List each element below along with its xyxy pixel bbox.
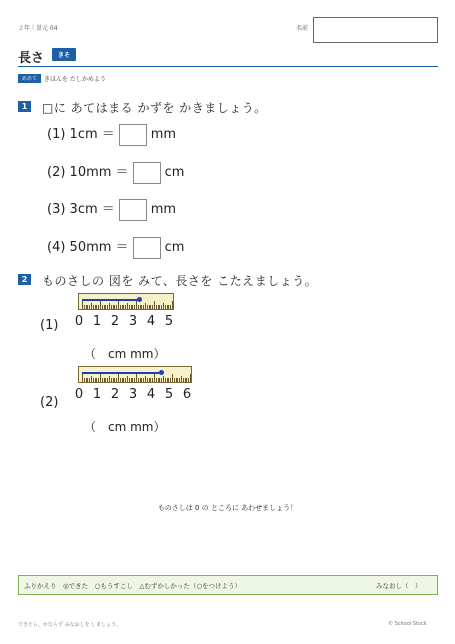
ruler-2-num: 2 — [110, 387, 120, 402]
q1-item-4 — [47, 236, 184, 259]
footer-copyright: © School Stock — [388, 621, 427, 627]
ruler-1-num: 2 — [110, 314, 120, 329]
q1-item-3-label: (3) 3cm ＝ — [47, 202, 115, 217]
q1-item-4-unit: cm — [164, 240, 185, 255]
ruler-2-num: 6 — [182, 387, 192, 402]
ruler-1 — [78, 293, 174, 310]
question-1-number: 1 — [18, 101, 31, 112]
q1-item-2-unit: cm — [164, 165, 185, 180]
hint-note: ものさしは 0 の ところに あわせましょう！ — [157, 504, 298, 512]
ruler-2-num: 0 — [74, 387, 84, 402]
q1-item-1-unit: mm — [150, 127, 177, 142]
q2-item-2-answer[interactable]: （ cm mm） — [84, 420, 166, 434]
q1-item-1 — [47, 123, 176, 146]
question-1-text: □に あてはまる かずを かきましょう。 — [42, 101, 267, 115]
q2-item-1-label: (1) — [40, 318, 59, 333]
ruler-1-num: 4 — [146, 314, 156, 329]
ruler-1-num: 5 — [164, 314, 174, 329]
question-2-text: ものさしの 図を みて、長さを こたえましょう。 — [42, 274, 318, 288]
ruler-1-measure-line — [82, 299, 140, 301]
page-title: 長さ — [18, 51, 45, 66]
ruler-tick — [172, 301, 173, 309]
ruler-1-numbers — [70, 314, 178, 329]
name-field[interactable] — [313, 17, 438, 43]
ruler-2-end-dot — [159, 370, 164, 375]
ruler-2-num: 1 — [92, 387, 102, 402]
ruler-1-end-dot — [137, 297, 142, 302]
q1-item-2-answer-box[interactable] — [133, 162, 161, 184]
ruler-2-measure-line — [82, 372, 162, 374]
aim-text: きほんを たしかめよう — [44, 76, 106, 83]
ruler-1-num: 1 — [92, 314, 102, 329]
q1-item-1-label: (1) 1cm ＝ — [47, 127, 115, 142]
ruler-2 — [78, 366, 192, 383]
ruler-1-num: 0 — [74, 314, 84, 329]
ruler-2-num: 3 — [128, 387, 138, 402]
title-divider — [18, 66, 438, 67]
unit-label: ２年｜単元 04 — [18, 25, 58, 32]
level-badge: きそ — [52, 48, 76, 61]
ruler-2-num: 4 — [146, 387, 156, 402]
question-2-number: 2 — [18, 274, 31, 285]
footer-note: できたら、かならず みなおしを しましょう。 — [18, 622, 122, 628]
q1-item-1-answer-box[interactable] — [119, 124, 147, 146]
recheck-text: みなおし（ ） — [376, 582, 422, 590]
q1-item-2-label: (2) 10mm ＝ — [47, 165, 129, 180]
q1-item-3 — [47, 198, 176, 221]
ruler-2-numbers — [70, 387, 196, 402]
q1-item-2 — [47, 161, 184, 184]
review-text: ふりかえり ◎できた ○もうすこし △むずかしかった（○をつけよう） — [24, 582, 242, 590]
ruler-1-num: 3 — [128, 314, 138, 329]
ruler-tick — [190, 374, 191, 382]
q2-item-1-answer[interactable]: （ cm mm） — [84, 347, 166, 361]
q1-item-3-unit: mm — [150, 202, 177, 217]
aim-badge: めあて — [18, 74, 41, 83]
q2-item-2-label: (2) — [40, 395, 59, 410]
ruler-2-num: 5 — [164, 387, 174, 402]
q1-item-3-answer-box[interactable] — [119, 199, 147, 221]
q1-item-4-answer-box[interactable] — [133, 237, 161, 259]
name-label: 名前 — [296, 25, 309, 32]
q1-item-4-label: (4) 50mm ＝ — [47, 240, 129, 255]
